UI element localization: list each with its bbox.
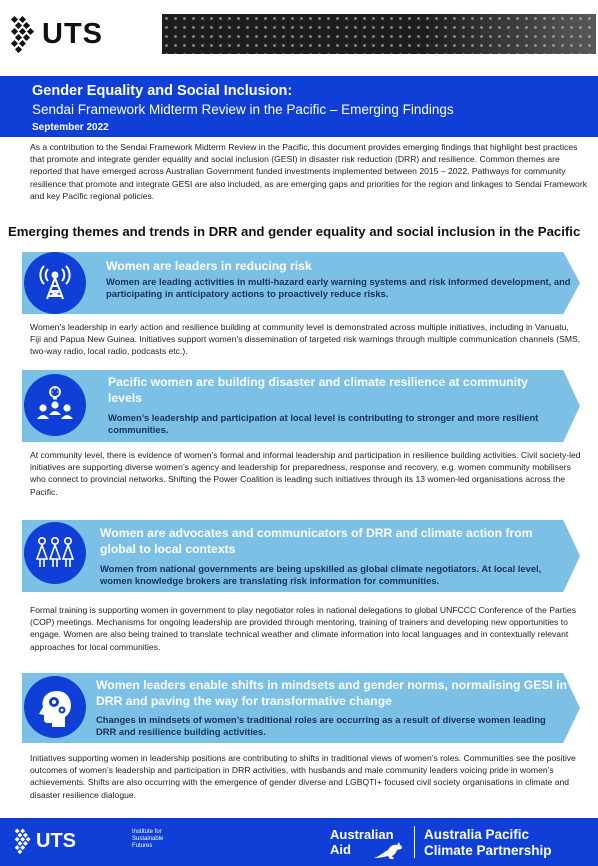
uts-logo-text: UTS (42, 17, 103, 50)
page-header (0, 0, 598, 76)
page-footer (0, 818, 598, 866)
climate-partnership-logo: Australia Pacific Climate Partnership (424, 827, 552, 858)
document-title: Gender Equality and Social Inclusion: (32, 83, 293, 99)
footer-divider (414, 826, 415, 858)
broadcast-tower-icon (24, 252, 86, 314)
theme-2-body: At community level, there is evidence of women’s formal and informal leadership and participation in resilience building activities. Civil society-led initiatives are supporting diverse women’s agency and leadership for preparedness, response and recovery, e.g. women community mobilisers who connect to provincial networks. Shifting the Power Coalition is leading such initiatives through its 13 women-led organisations across the Pacific. (30, 450, 581, 497)
women-group-icon (24, 522, 86, 584)
group-lightbulb-icon (24, 374, 86, 436)
intro-paragraph: As a contribution to the Sendai Framework Midterm Review in the Pacific, this document provides emerging findings that highlight best practices that promote and integrate gender equality and social inclusion (GESI) in disaster risk reduction (DRR) and resilience. Common themes are reported that have emerged across Australian Government funded investments implemented between 2015 – 2022. Pathways for community resilience that promote and integrate GESI are also included, as are emerging gaps and priorities for the region and linkages to Sendai Framework and key Pacific regional policies. (30, 142, 587, 201)
theme-3-subtitle: Women from national governments are being upskilled as global climate negotiators. At local level, women knowledge brokers are translating risk information for communities. (100, 563, 542, 587)
australian-aid-logo: Australian Aid (330, 827, 394, 857)
footer-uts-text: UTS (36, 829, 76, 852)
decorative-dot-pattern (162, 14, 596, 54)
uts-logo (10, 12, 103, 56)
kangaroo-icon (372, 840, 406, 860)
uts-emblem-icon (10, 15, 36, 53)
theme-1-body: Women’s leadership in early action and resilience building at community level is demonstrated across multiple initiatives, including in Vanuatu, Fiji and Papua New Guinea. Initiatives support women’s dissemination of targeted risk warnings through multiple communication channels (SMS, two-way radio, local radio, podcasts etc.). (30, 322, 581, 357)
section-heading: Emerging themes and trends in DRR and gender equality and social inclusion in the Pacific (8, 224, 581, 239)
title-banner (0, 76, 598, 137)
theme-4-body: Initiatives supporting women in leadership positions are contributing to shifts in traditional views of women’s roles. Communities see the positive outcomes of women’s leadership and participation in DRR activities, with husbands and male community leaders voicing pride in women’s achievements. Shifts are also occurring with the emergence of gender diverse and LGBQTI+ focused civil society organisations in climate and disaster resilience dialogue. (30, 753, 576, 800)
footer-uts-logo (14, 827, 76, 855)
theme-3-title: Women are advocates and communicators of DRR and climate action from global to local contexts (100, 526, 533, 556)
theme-4-title: Women leaders enable shifts in mindsets and gender norms, normalising GESI in DRR and paving the way for transformative change (96, 678, 568, 708)
theme-1-title: Women are leaders in reducing risk (106, 259, 312, 273)
theme-2-subtitle: Women’s leadership and participation at local level is contributing to stronger and more resilient communities. (108, 412, 539, 436)
theme-1-subtitle: Women are leading activities in multi-hazard early warning systems and risk informed development, and participating in anticipatory actions to proactively reduce risks. (106, 276, 571, 300)
document-date: September 2022 (32, 122, 109, 133)
head-gears-icon (24, 676, 86, 738)
uts-emblem-icon (14, 827, 32, 855)
theme-4-subtitle: Changes in mindsets of women’s traditional roles are occurring as a result of diverse women leading DRR and resilience building activities. (96, 714, 546, 738)
theme-2-title: Pacific women are building disaster and climate resilience at community levels (108, 375, 528, 405)
institute-name: Institute for Sustainable Futures (132, 829, 164, 849)
theme-3-body: Formal training is supporting women in government to play negotiator roles in national delegations to global UNFCCC Conference of the Parties (COP) meetings. Mechanisms for ongoing leadership are provided through mentoring, training of trainers and developing new opportunities to engage. Women are also being trained to translate technical weather and climate information into local languages and in contextually relevant approaches for local communities. (30, 605, 576, 652)
document-subtitle: Sendai Framework Midterm Review in the Pacific – Emerging Findings (32, 102, 454, 117)
